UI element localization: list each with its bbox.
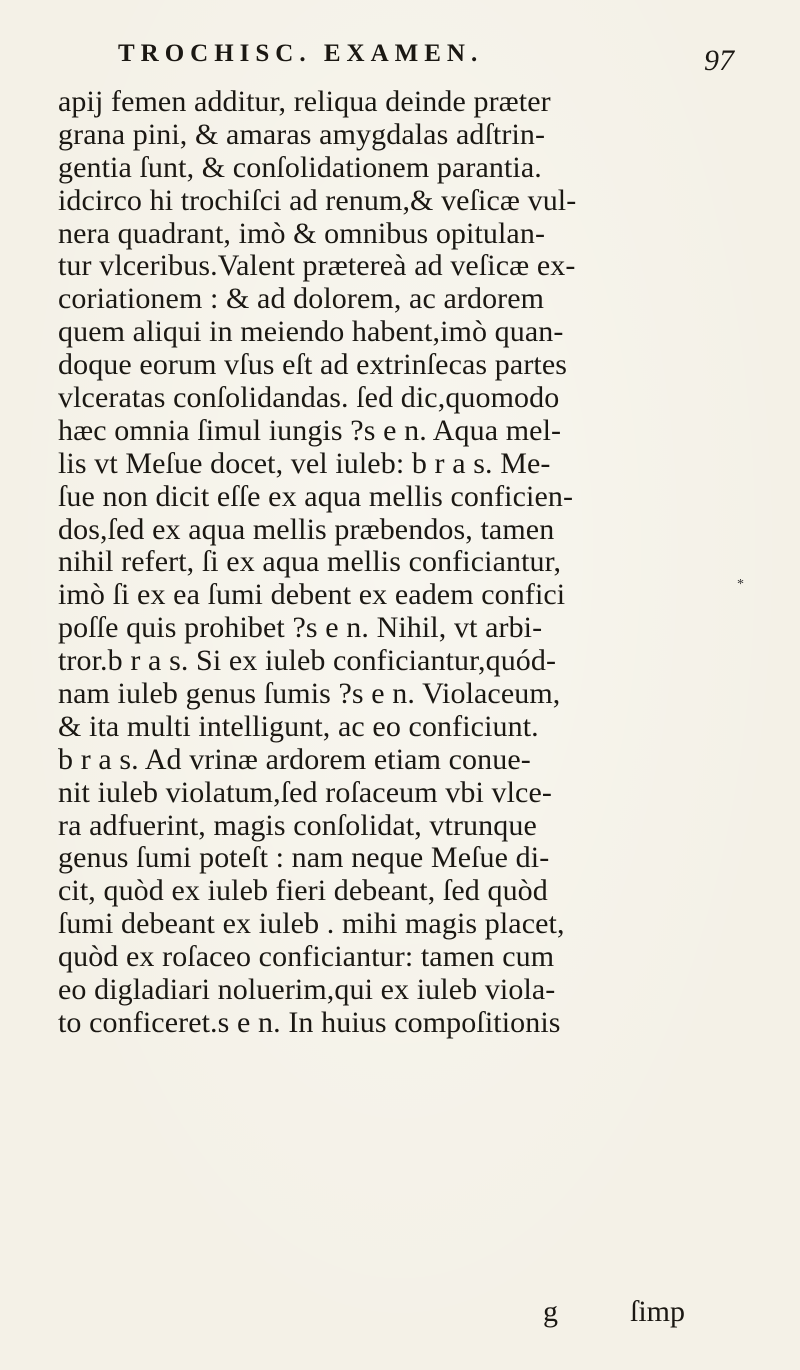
- text-line: nihil refert, ſi ex aqua mellis conficiantur,: [58, 545, 562, 579]
- text-line: tror.b r a s. Si ex iuleb conficiantur,quód-: [58, 644, 557, 678]
- text-line: ſue non dicit eſſe ex aqua mellis conficien-: [58, 479, 574, 513]
- text-line: quòd ex roſaceo conficiantur: tamen cum: [58, 940, 555, 974]
- text-line: quem aliqui in meiendo habent,imò quan-: [58, 315, 564, 349]
- text-line: lis vt Meſue docet, vel iuleb: b r a s. Me-: [58, 446, 551, 480]
- text-line: gentia ſunt, & conſolidationem parantia.: [58, 150, 542, 184]
- text-line: ra adfuerint, magis conſolidat, vtrunque: [58, 808, 537, 842]
- running-title: TROCHISC. EXAMEN.: [118, 40, 484, 67]
- body-text: [58, 86, 798, 1040]
- page-number: 97: [704, 44, 734, 77]
- catchword: ſimp: [630, 1295, 686, 1328]
- page-footer: [0, 1295, 800, 1335]
- text-line: to conficeret.s e n. In huius compoſitionis: [58, 1005, 561, 1039]
- text-line: genus ſumi poteſt : nam neque Meſue di-: [58, 841, 550, 875]
- text-line: ſumi debeant ex iuleb . mihi magis placet,: [58, 907, 565, 941]
- signature-mark: g: [543, 1295, 558, 1328]
- text-line: dos,ſed ex aqua mellis prӕbendos, tamen: [58, 512, 555, 546]
- text-line: & ita multi intelligunt, ac eo conficiunt.: [58, 709, 539, 743]
- text-line: nam iuleb genus ſumis ?s e n. Violaceum,: [58, 677, 561, 711]
- text-line: doque eorum vſus eſt ad extrinſecas partes: [58, 348, 568, 382]
- text-line: hӕc omnia ſimul iungis ?s e n. Aqua mel-: [58, 413, 562, 447]
- text-line: apij femen additur, reliqua deinde prӕter: [58, 85, 551, 118]
- text-line: vlceratas conſolidandas. ſed dic,quomodo: [58, 381, 560, 415]
- text-line: tur vlceribus.Valent prӕtereà ad veſicӕ ex-: [58, 249, 576, 283]
- text-line: imò ſi ex ea ſumi debent ex eadem confici: [58, 578, 566, 612]
- text-line: b r a s. Ad vrinӕ ardorem etiam conue-: [58, 742, 531, 776]
- text-line: poſſe quis prohibet ?s e n. Nihil, vt arbi-: [58, 611, 543, 645]
- text-line: idcirco hi trochiſci ad renum,& veſicӕ vul-: [58, 183, 577, 217]
- margin-mark: *: [737, 577, 744, 592]
- text-line: nit iuleb violatum,ſed roſaceum vbi vlce-: [58, 775, 552, 809]
- text-line: coriationem : & ad dolorem, ac ardorem: [58, 282, 545, 316]
- text-line: nera quadrant, imò & omnibus opitulan-: [58, 216, 546, 250]
- text-line: eo digladiari noluerim,qui ex iuleb viola-: [58, 973, 556, 1007]
- text-line: grana pini, & amaras amygdalas adſtrin-: [58, 117, 546, 151]
- text-line: cit, quòd ex iuleb fieri debeant, ſed quòd: [58, 874, 548, 908]
- running-head: [0, 40, 800, 80]
